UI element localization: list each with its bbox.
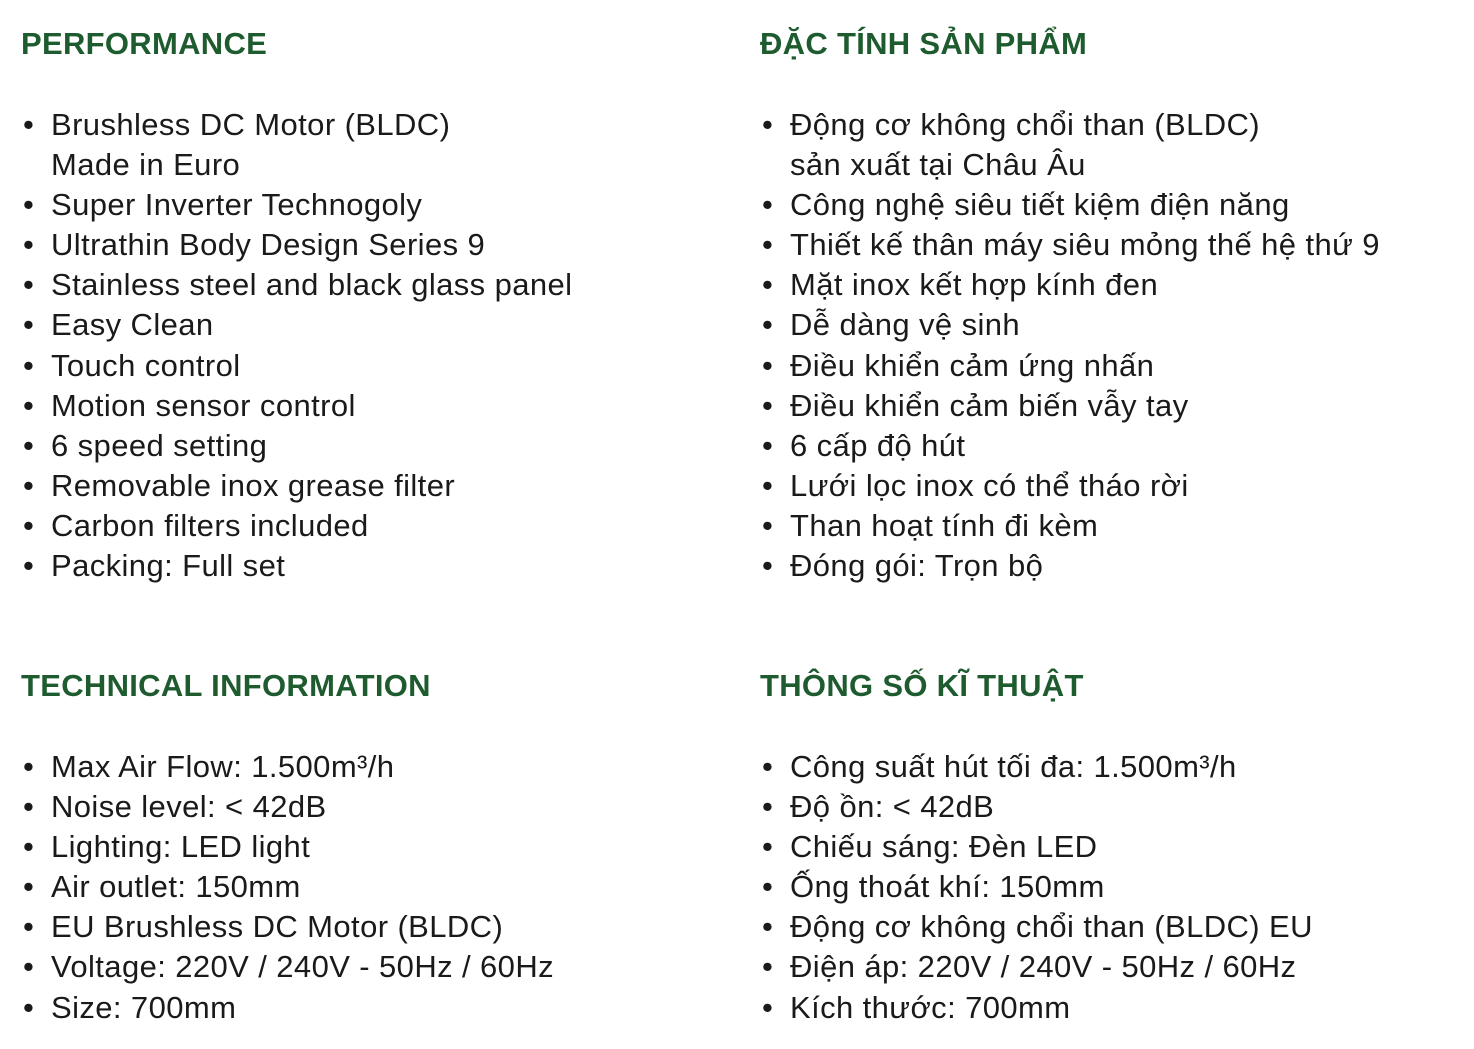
list-item (21, 546, 572, 586)
technical-heading: TECHNICAL INFORMATION (21, 668, 431, 703)
list-item-text: Packing: Full set (51, 548, 286, 584)
list-item (21, 907, 554, 947)
list-item (21, 225, 572, 265)
list-item (21, 185, 572, 225)
bullet-icon: • (23, 467, 35, 503)
list-item (760, 827, 1313, 867)
list-item (21, 265, 572, 305)
bullet-icon: • (23, 869, 35, 905)
list-item (760, 185, 1380, 225)
list-item-text: Dễ dàng vệ sinh (790, 307, 1021, 343)
list-item-text: Easy Clean (51, 307, 214, 343)
bullet-icon: • (23, 227, 35, 263)
list-item-text: EU Brushless DC Motor (BLDC) (51, 909, 504, 945)
list-item-text: Noise level: < 42dB (51, 789, 327, 825)
list-item-text: Voltage: 220V / 240V - 50Hz / 60Hz (51, 949, 555, 985)
list-item (760, 305, 1380, 345)
list-item (760, 466, 1380, 506)
list-item-text: Brushless DC Motor (BLDC) (51, 107, 451, 142)
list-item-text: Động cơ không chổi than (BLDC) (790, 107, 1261, 142)
list-item-text: Carbon filters included (51, 507, 369, 543)
bullet-icon: • (762, 989, 774, 1025)
list-item (760, 265, 1380, 305)
list-item-text: Stainless steel and black glass panel (51, 267, 573, 303)
bullet-icon: • (23, 548, 35, 584)
bullet-icon: • (762, 749, 774, 784)
bullet-icon: • (762, 869, 774, 905)
list-item (21, 346, 572, 386)
list-item (21, 426, 572, 466)
list-item-text: Super Inverter Technogoly (51, 187, 423, 223)
list-item (760, 867, 1313, 907)
thong-so-list (760, 747, 1313, 1028)
bullet-icon: • (23, 387, 35, 423)
list-item-text: Mặt inox kết hợp kính đen (790, 267, 1159, 303)
list-item (21, 105, 572, 185)
bullet-icon: • (23, 749, 35, 784)
list-item-text: Độ ồn: < 42dB (790, 789, 995, 825)
technical-list (21, 747, 554, 1028)
list-item (21, 466, 572, 506)
performance-heading: PERFORMANCE (21, 26, 268, 61)
list-item-text: Air outlet: 150mm (51, 869, 301, 905)
bullet-icon: • (762, 107, 774, 142)
list-item (21, 827, 554, 867)
list-item (760, 947, 1313, 987)
list-item-text: Kích thước: 700mm (790, 989, 1071, 1025)
bullet-icon: • (762, 949, 774, 985)
list-item (760, 225, 1380, 265)
list-item (760, 105, 1380, 185)
list-item (760, 346, 1380, 386)
list-item-text: Lưới lọc inox có thể tháo rời (790, 467, 1189, 503)
bullet-icon: • (23, 909, 35, 945)
list-item (21, 867, 554, 907)
bullet-icon: • (23, 949, 35, 985)
list-item-text: sản xuất tại Châu Âu (790, 147, 1086, 183)
bullet-icon: • (762, 909, 774, 945)
bullet-icon: • (762, 427, 774, 463)
list-item (21, 787, 554, 827)
bullet-icon: • (23, 507, 35, 543)
list-item-text: Điều khiển cảm biến vẫy tay (790, 387, 1189, 423)
list-item (21, 506, 572, 546)
bullet-icon: • (762, 467, 774, 503)
list-item (21, 305, 572, 345)
technical-section (21, 666, 554, 1028)
list-item-text: Removable inox grease filter (51, 467, 456, 503)
bullet-icon: • (762, 387, 774, 423)
bullet-icon: • (23, 789, 35, 825)
dac-tinh-heading: ĐẶC TÍNH SẢN PHẨM (760, 26, 1088, 61)
list-item-text: Chiếu sáng: Đèn LED (790, 829, 1098, 865)
list-item-text: 6 cấp độ hút (790, 427, 966, 463)
thong-so-section (760, 666, 1313, 1028)
list-item-text: Motion sensor control (51, 387, 356, 423)
bullet-icon: • (23, 829, 35, 865)
list-item (760, 988, 1313, 1028)
bullet-icon: • (762, 347, 774, 383)
bullet-icon: • (762, 829, 774, 865)
list-item-text: Ultrathin Body Design Series 9 (51, 227, 486, 263)
list-item-text: Size: 700mm (51, 989, 237, 1025)
bullet-icon: • (762, 187, 774, 223)
list-item (21, 747, 554, 787)
bullet-icon: • (23, 427, 35, 463)
bullet-icon: • (762, 307, 774, 343)
list-item-text: Thiết kế thân máy siêu mỏng thế hệ thứ 9 (790, 227, 1380, 263)
list-item (760, 386, 1380, 426)
bullet-icon: • (23, 267, 35, 303)
bullet-icon: • (23, 187, 35, 223)
list-item-text: Công nghệ siêu tiết kiệm điện năng (790, 187, 1290, 223)
list-item-text: Điện áp: 220V / 240V - 50Hz / 60Hz (790, 949, 1297, 985)
list-item-text: Than hoạt tính đi kèm (790, 507, 1099, 543)
list-item-text: Touch control (51, 347, 241, 383)
list-item-text: Made in Euro (51, 147, 241, 183)
bullet-icon: • (762, 227, 774, 263)
bullet-icon: • (762, 267, 774, 303)
bullet-icon: • (23, 347, 35, 383)
list-item-text: Điều khiển cảm ứng nhấn (790, 347, 1155, 383)
list-item (760, 506, 1380, 546)
list-item (760, 907, 1313, 947)
thong-so-heading: THÔNG SỐ KĨ THUẬT (760, 668, 1084, 703)
bullet-icon: • (23, 989, 35, 1025)
bullet-icon: • (23, 107, 35, 142)
bullet-icon: • (23, 307, 35, 343)
list-item-text: Động cơ không chổi than (BLDC) EU (790, 909, 1313, 945)
list-item-text: Ống thoát khí: 150mm (790, 869, 1105, 905)
bullet-icon: • (762, 789, 774, 825)
list-item-text: Công suất hút tối đa: 1.500m³/h (790, 749, 1237, 784)
list-item-text: Đóng gói: Trọn bộ (790, 548, 1044, 584)
list-item-text: 6 speed setting (51, 427, 268, 463)
bullet-icon: • (762, 507, 774, 543)
dac-tinh-list (760, 105, 1380, 586)
list-item-text: Max Air Flow: 1.500m³/h (51, 749, 395, 784)
list-item (760, 747, 1313, 787)
list-item (760, 787, 1313, 827)
performance-list (21, 105, 572, 586)
list-item (21, 988, 554, 1028)
performance-section (21, 24, 572, 586)
list-item (21, 947, 554, 987)
list-item (760, 426, 1380, 466)
bullet-icon: • (762, 548, 774, 584)
list-item (760, 546, 1380, 586)
dac-tinh-section (760, 24, 1380, 586)
list-item-text: Lighting: LED light (51, 829, 311, 865)
list-item (21, 386, 572, 426)
